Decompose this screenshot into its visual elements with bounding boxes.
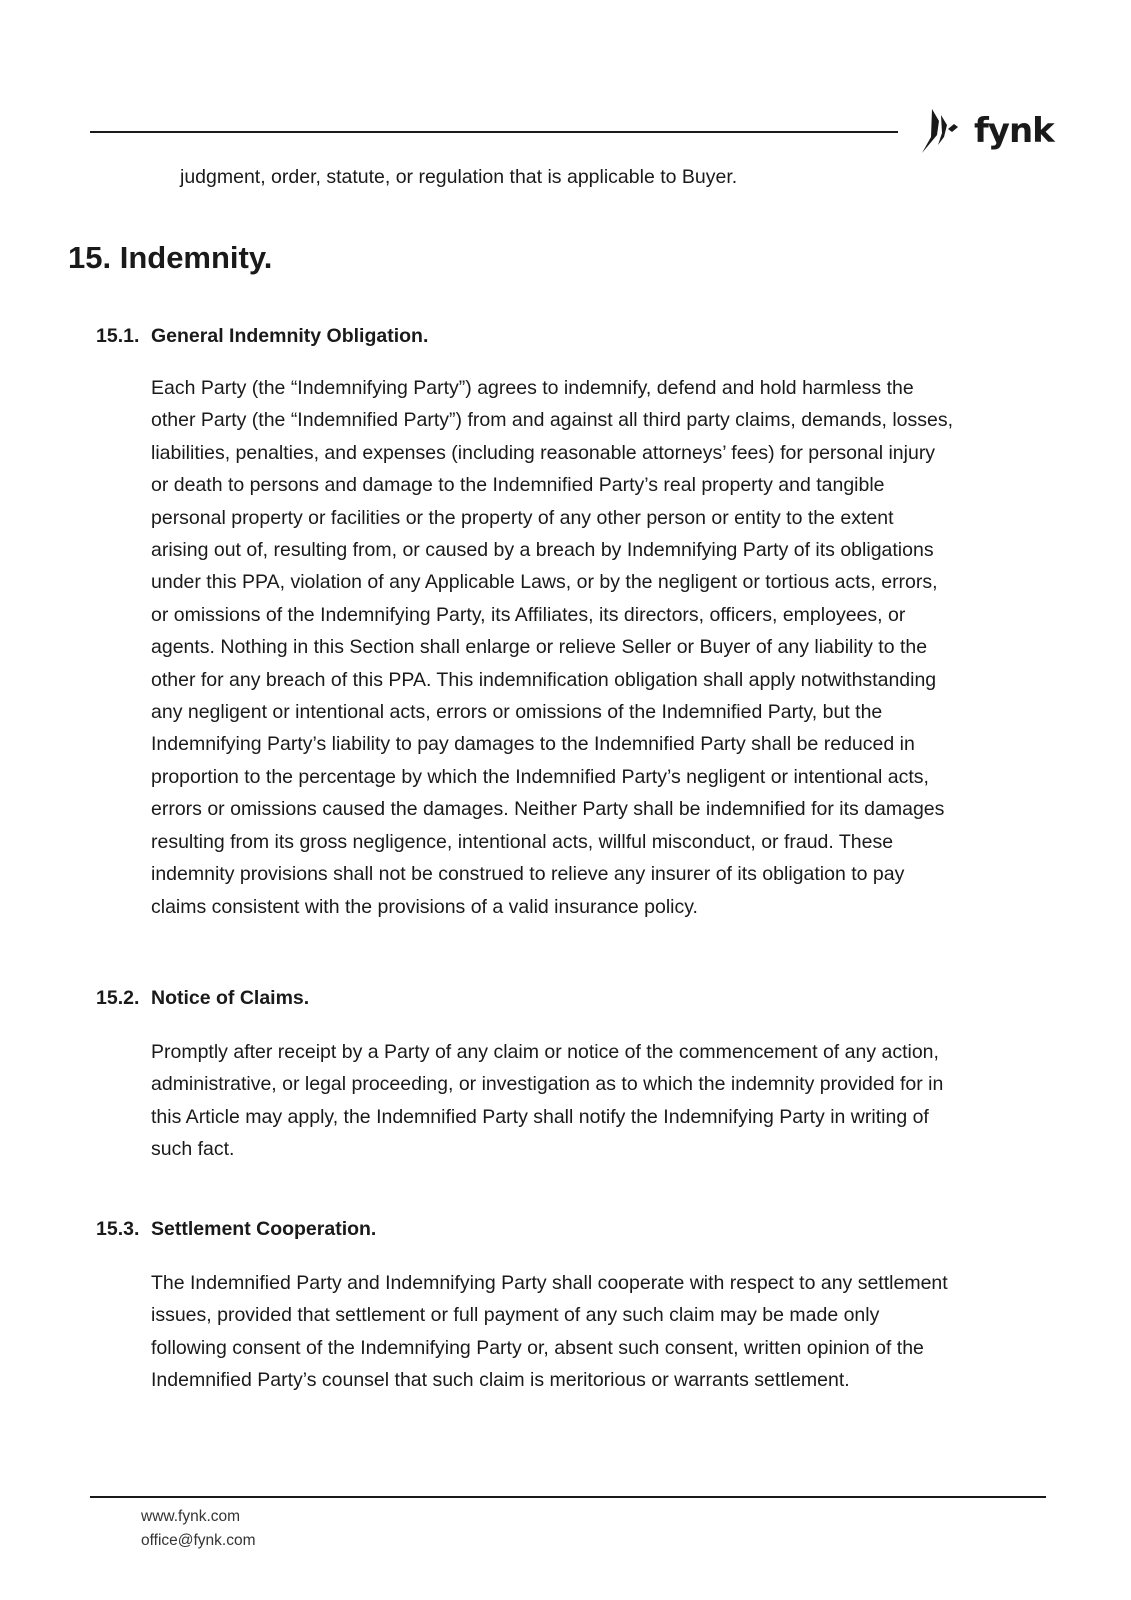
subsection-body-15-2 xyxy=(151,1036,1046,1166)
body-line: such fact. xyxy=(151,1138,235,1161)
body-line: issues, provided that settlement or full payment of any such claim may be made only xyxy=(151,1304,880,1327)
body-line: other Party (the “Indemnified Party”) from and against all third party claims, demands, losses, xyxy=(151,409,954,432)
body-line: this Article may apply, the Indemnified Party shall notify the Indemnifying Party in writing of xyxy=(151,1105,929,1128)
body-line: arising out of, resulting from, or caused by a breach by Indemnifying Party of its obligations xyxy=(151,539,934,562)
body-line: agents. Nothing in this Section shall enlarge or relieve Seller or Buyer of any liability to the xyxy=(151,636,928,659)
body-line: resulting from its gross negligence, intentional acts, willful misconduct, or fraud. These xyxy=(151,830,894,853)
subsection-title: Notice of Claims. xyxy=(151,987,310,1009)
header-divider xyxy=(90,131,898,133)
body-line: errors or omissions caused the damages. Neither Party shall be indemnified for its damages xyxy=(151,798,945,821)
subsection-title: Settlement Cooperation. xyxy=(151,1218,377,1240)
body-line: Promptly after receipt by a Party of any claim or notice of the commencement of any action, xyxy=(151,1041,939,1063)
subsection-title: General Indemnity Obligation. xyxy=(151,325,429,347)
body-line: proportion to the percentage by which the Indemnified Party’s negligent or intentional acts, xyxy=(151,765,929,788)
subsection-number: 15.3. xyxy=(96,1218,140,1240)
subsection-heading-15-3 xyxy=(96,1214,376,1244)
continuation-text: judgment, order, statute, or regulation that is applicable to Buyer. xyxy=(180,166,738,188)
body-line: claims consistent with the provisions of a valid insurance policy. xyxy=(151,895,698,918)
body-line: other for any breach of this PPA. This indemnification obligation shall apply notwithstanding xyxy=(151,668,937,691)
body-line: under this PPA, violation of any Applicable Laws, or by the negligent or tortious acts, errors, xyxy=(151,571,938,594)
subsection-number: 15.1. xyxy=(96,325,140,347)
logo-wordmark: fynk xyxy=(974,111,1054,151)
body-line: The Indemnified Party and Indemnifying Party shall cooperate with respect to any settlement xyxy=(151,1272,948,1294)
body-line: any negligent or intentional acts, errors or omissions of the Indemnified Party, but the xyxy=(151,701,883,724)
subsection-body-15-3 xyxy=(151,1267,1046,1397)
body-line: indemnity provisions shall not be construed to relieve any insurer of its obligation to pay xyxy=(151,863,905,886)
body-line: personal property or facilities or the property of any other person or entity to the extent xyxy=(151,506,894,529)
footer-website: www.fynk.com xyxy=(141,1508,241,1525)
body-line: administrative, or legal proceeding, or investigation as to which the indemnity provided for in xyxy=(151,1073,944,1096)
footer-divider xyxy=(90,1496,1046,1498)
subsection-heading-15-1 xyxy=(96,321,428,351)
subsection-body-15-1 xyxy=(151,372,1046,923)
body-line: liabilities, penalties, and expenses (including reasonable attorneys’ fees) for personal injury xyxy=(151,441,936,464)
body-line: Each Party (the “Indemnifying Party”) agrees to indemnify, defend and hold harmless the xyxy=(151,377,914,399)
body-line: or omissions of the Indemnifying Party, its Affiliates, its directors, officers, employees, or xyxy=(151,603,906,626)
body-line: Indemnified Party’s counsel that such claim is meritorious or warrants settlement. xyxy=(151,1369,850,1392)
fynk-logo xyxy=(918,105,1054,157)
bird-icon xyxy=(918,105,970,157)
subsection-heading-15-2 xyxy=(96,983,309,1013)
body-line: or death to persons and damage to the Indemnified Party’s real property and tangible xyxy=(151,474,885,497)
section-title: 15. Indemnity. xyxy=(68,240,273,275)
body-line: Indemnifying Party’s liability to pay damages to the Indemnified Party shall be reduced in xyxy=(151,733,915,756)
body-line: following consent of the Indemnifying Party or, absent such consent, written opinion of the xyxy=(151,1336,924,1359)
subsection-number: 15.2. xyxy=(96,987,140,1009)
footer-email: office@fynk.com xyxy=(141,1532,256,1549)
